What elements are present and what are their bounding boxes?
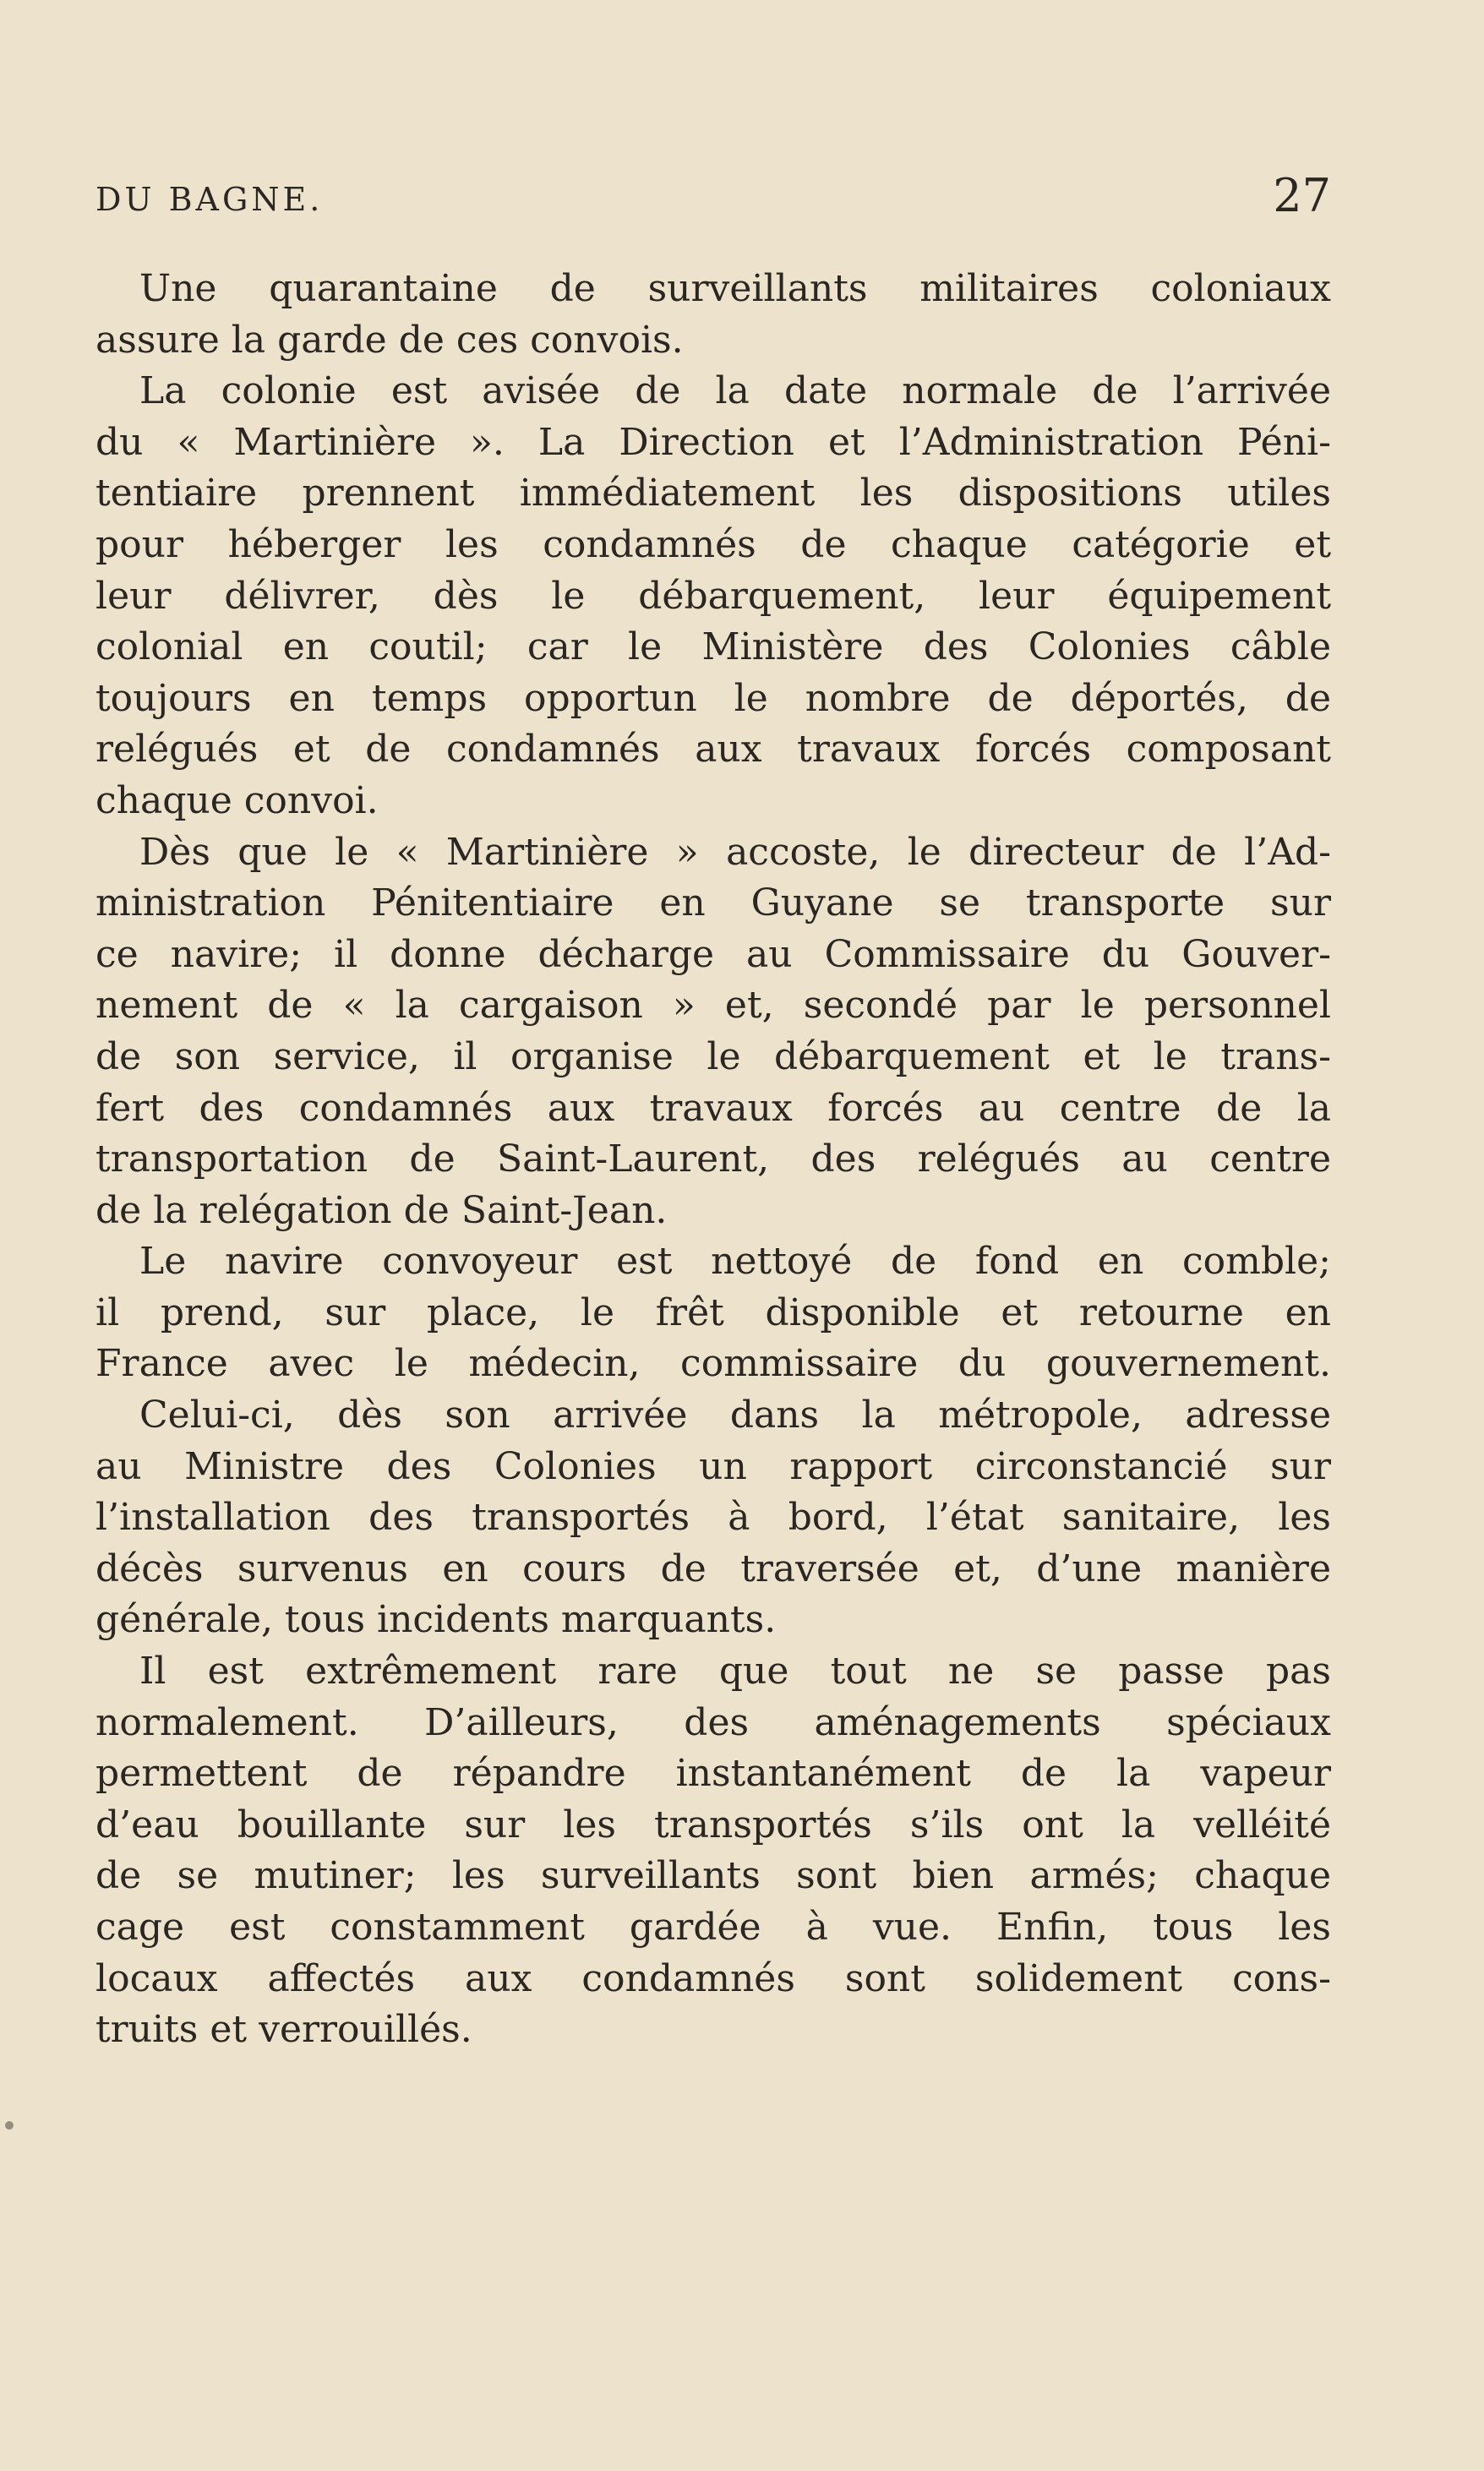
body-text (95, 264, 1331, 2056)
text-line: normalement. D’ailleurs, des aménagements spéciaux (95, 1700, 1331, 1744)
text-line: ministration Pénitentiaire en Guyane se transporte sur (95, 881, 1331, 925)
text-line: cage est constamment gardée à vue. Enfin, tous les (95, 1906, 1331, 1949)
text-line: France avec le médecin, commissaire du gouvernement. (95, 1342, 1331, 1386)
text-line: fert des condamnés aux travaux forcés au centre de la (95, 1086, 1331, 1130)
text-line: Il est extrêmement rare que tout ne se passe pas (139, 1650, 1331, 1694)
text-line: du « Martinière ». La Direction et l’Administration Péni- (95, 420, 1331, 464)
text-line: La colonie est avisée de la date normale de l’arrivée (139, 369, 1331, 413)
text-line: locaux affectés aux condamnés sont solidement cons- (95, 1956, 1331, 2000)
text-line: Le navire convoyeur est nettoyé de fond en comble; (139, 1240, 1331, 1284)
text-line: permettent de répandre instantanément de la vapeur (95, 1752, 1331, 1796)
text-line: l’installation des transportés à bord, l’état sanitaire, les (95, 1496, 1331, 1540)
paper-blemish (5, 2121, 14, 2130)
text-line: générale, tous incidents marquants. (95, 1598, 777, 1642)
text-line: décès survenus en cours de traversée et, d’une manière (95, 1546, 1331, 1590)
text-line: relégués et de condamnés aux travaux forcés composant (95, 728, 1331, 772)
text-line: toujours en temps opportun le nombre de déportés, de (95, 676, 1331, 720)
text-line: ce navire; il donne décharge au Commissaire du Gouver- (95, 932, 1331, 976)
text-line: colonial en coutil; car le Ministère des Colonies câble (95, 625, 1331, 669)
text-line: Dès que le « Martinière » accoste, le directeur de l’Ad- (139, 830, 1331, 874)
text-line: il prend, sur place, le frêt disponible et retourne en (95, 1290, 1331, 1334)
page-header (95, 169, 1331, 228)
text-line: au Ministre des Colonies un rapport circonstancié sur (95, 1444, 1331, 1488)
text-line: de la relégation de Saint-Jean. (95, 1188, 668, 1232)
text-line: d’eau bouillante sur les transportés s’ils ont la velléité (95, 1803, 1331, 1846)
text-line: nement de « la cargaison » et, secondé par le personnel (95, 984, 1331, 1028)
page-number: 27 (1273, 169, 1331, 222)
text-line: de se mutiner; les surveillants sont bien armés; chaque (95, 1854, 1331, 1898)
text-line: pour héberger les condamnés de chaque catégorie et (95, 522, 1331, 566)
text-line: assure la garde de ces convois. (95, 318, 684, 362)
running-title: DU BAGNE. (95, 181, 324, 218)
text-line: tentiaire prennent immédiatement les dispositions utiles (95, 472, 1331, 515)
text-line: leur délivrer, dès le débarquement, leur équipement (95, 574, 1331, 618)
text-line: Celui-ci, dès son arrivée dans la métropole, adresse (139, 1394, 1331, 1437)
text-line: transportation de Saint-Laurent, des relégués au centre (95, 1137, 1331, 1181)
text-line: Une quarantaine de surveillants militaires coloniaux (139, 267, 1331, 310)
text-line: de son service, il organise le débarquement et le trans- (95, 1034, 1331, 1078)
text-line: chaque convoi. (95, 778, 379, 822)
text-line: truits et verrouillés. (95, 2008, 472, 2052)
